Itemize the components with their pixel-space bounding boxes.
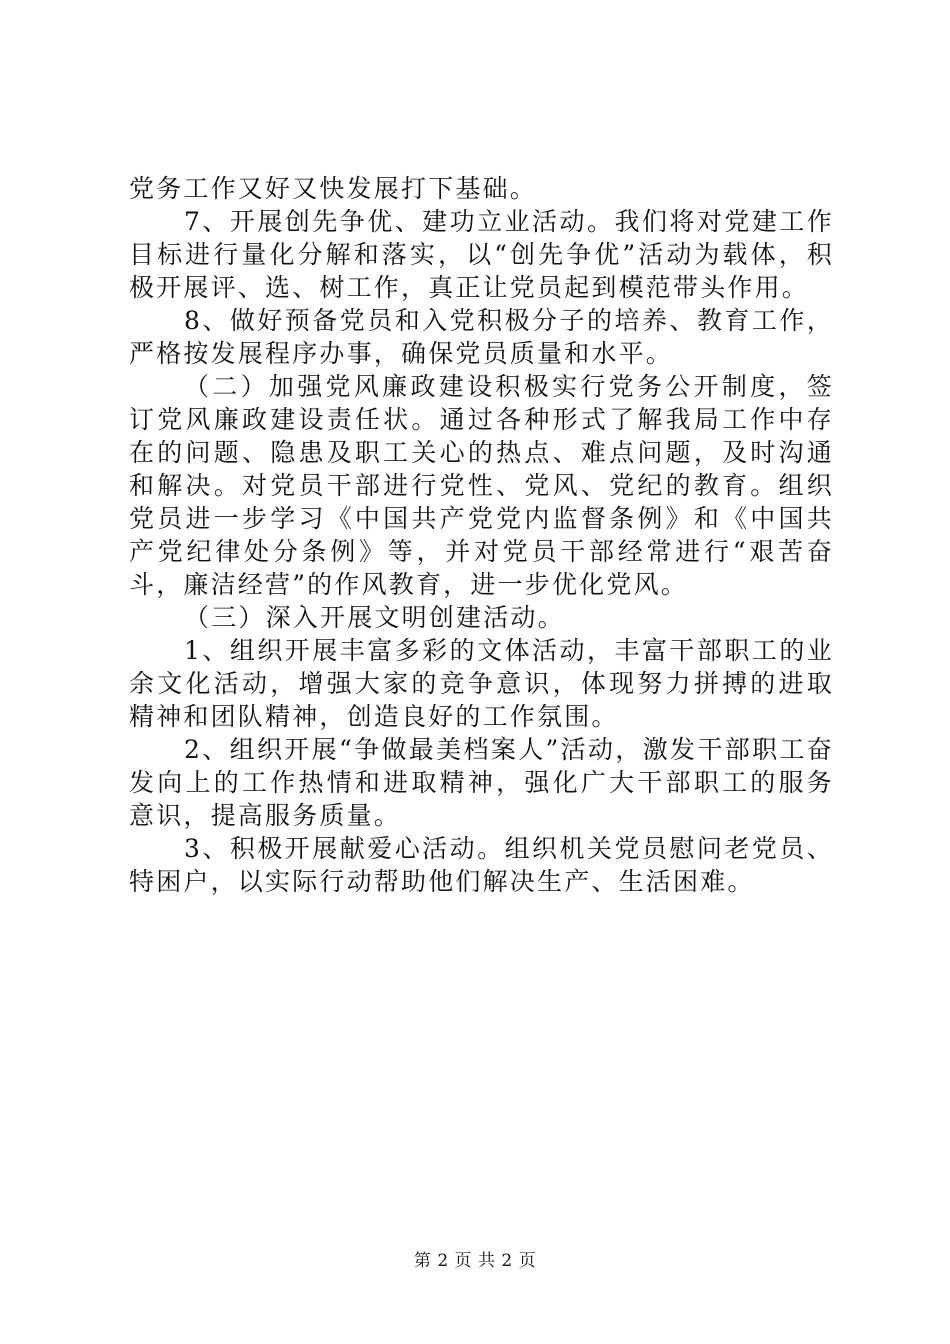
document-body: [129, 172, 834, 898]
paragraph-continuation: 党务工作又好又快发展打下基础。: [129, 174, 538, 203]
page-footer: 第 2 页 共 2 页: [413, 1251, 537, 1271]
paragraph-item-8: 8、做好预备党员和入党积极分子的培养、教育工作，严格按发展程序办事，确保党员质量和水平。: [129, 306, 834, 368]
paragraph-item-7: 7、开展创先争优、建功立业活动。我们将对党建工作目标进行量化分解和落实，以“创先争优”活动为载体，积极开展评、选、树工作，真正让党员起到模范带头作用。: [129, 207, 834, 302]
paragraph-item-1: 1、组织开展丰富多彩的文体活动，丰富干部职工的业余文化活动，增强大家的竞争意识，体现努力拼搏的进取精神和团队精神，创造良好的工作氛围。: [129, 636, 834, 731]
paragraph-section-2: （二）加强党风廉政建设积极实行党务公开制度，签订党风廉政建设责任状。通过各种形式了解我局工作中存在的问题、隐患及职工关心的热点、难点问题，及时沟通和解决。对党员干部进行党性、党风、党纪的教育。组织党员进一步学习《中国共产党党内监督条例》和《中国共产党纪律处分条例》等，并对党员干部经常进行“艰苦奋斗，廉洁经营”的作风教育，进一步优化党风。: [129, 372, 834, 599]
paragraph-item-2: 2、组织开展“争做最美档案人”活动，激发干部职工奋发向上的工作热情和进取精神，强化广大干部职工的服务意识，提高服务质量。: [129, 735, 834, 830]
paragraph-item-3: 3、积极开展献爱心活动。组织机关党员慰问老党员、特困户，以实际行动帮助他们解决生产、生活困难。: [129, 834, 834, 896]
paragraph-section-3-heading: （三）深入开展文明创建活动。: [184, 603, 565, 632]
